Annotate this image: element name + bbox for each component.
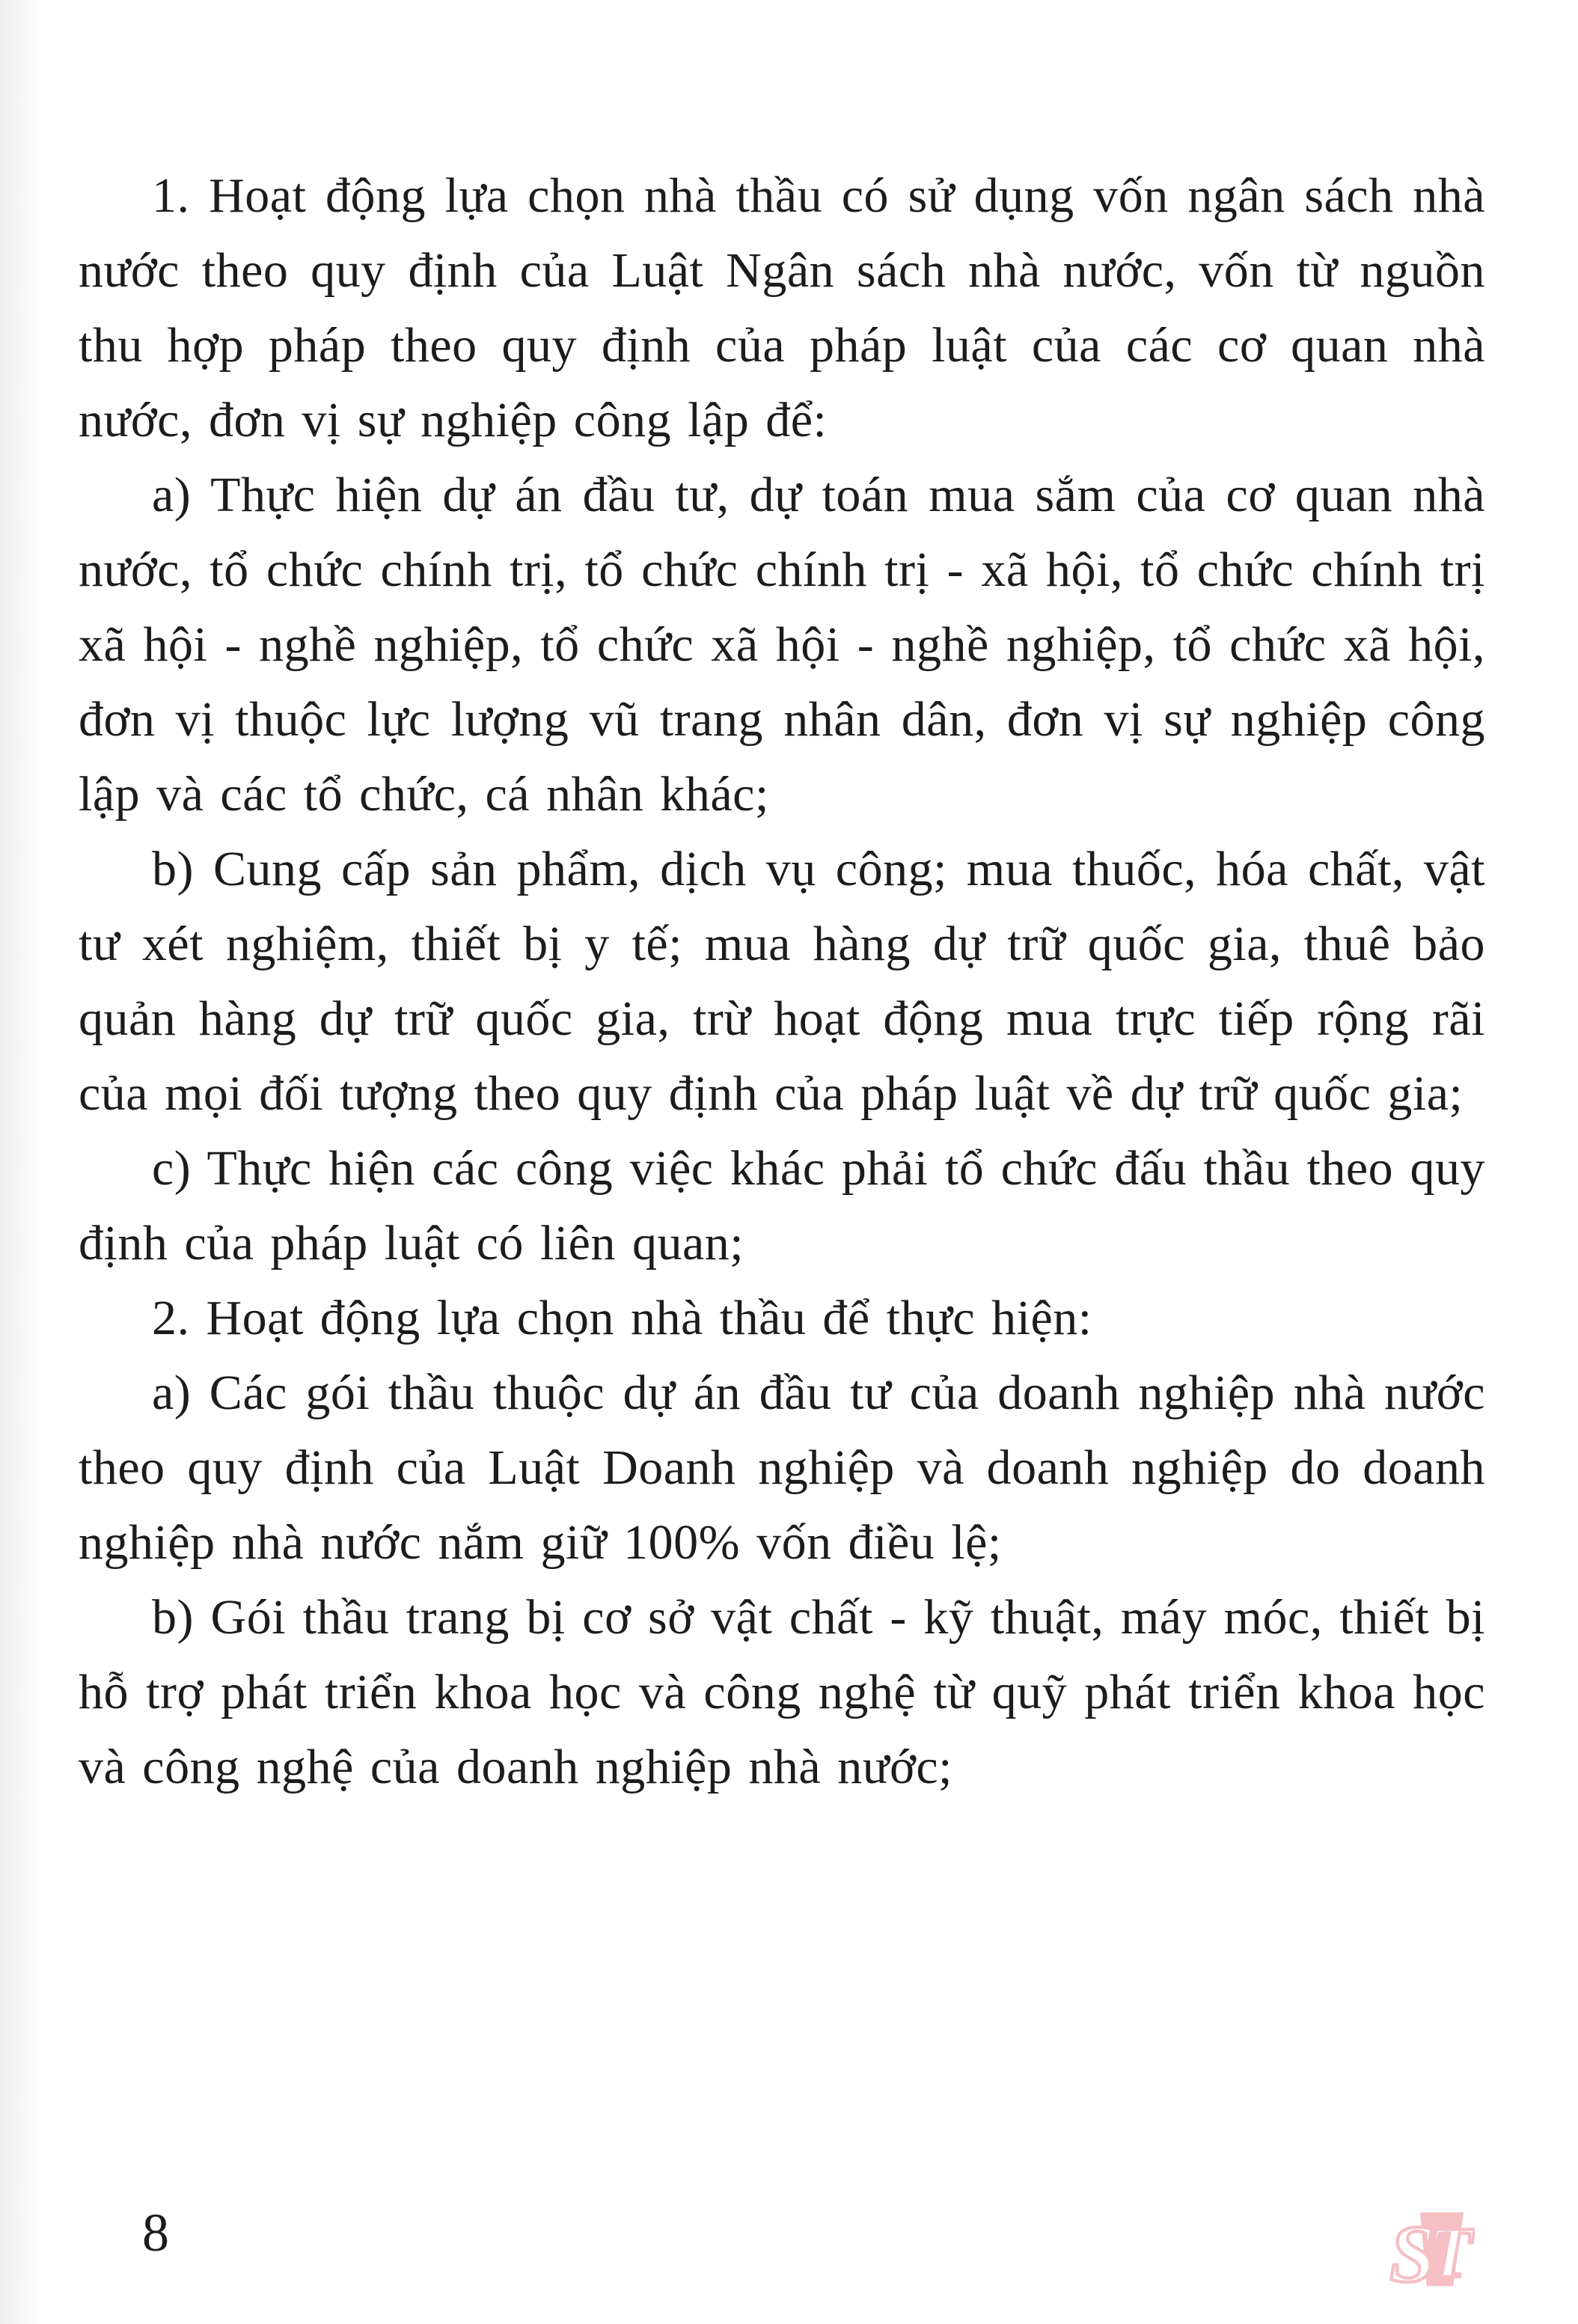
page-number: 8 [142,2203,169,2263]
paragraph-1b: b) Cung cấp sản phẩm, dịch vụ công; mua thuốc, hóa chất, vật tư xét nghiệm, thiết bị y tế; mua hàng dự trữ quốc gia, thuê bảo quản hàng dự trữ quốc gia, trừ hoạt động mua trực tiếp rộng rãi của mọi đối tượng theo quy định của pháp luật về dự trữ quốc gia; [79,842,1485,1121]
paragraph-1a: a) Thực hiện dự án đầu tư, dự toán mua sắm của cơ quan nhà nước, tổ chức chính trị, tổ chức chính trị - xã hội, tổ chức chính trị xã hội - nghề nghiệp, tổ chức xã hội - nghề nghiệp, tổ chức xã hội, đơn vị thuộc lực lượng vũ trang nhân dân, đơn vị sự nghiệp công lập và các tổ chức, cá nhân khác; [79,468,1485,822]
publisher-logo [1386,2204,1475,2293]
body-text [79,159,1485,1805]
paragraph-1: 1. Hoạt động lựa chọn nhà thầu có sử dụng vốn ngân sách nhà nước theo quy định của Luật Ngân sách nhà nước, vốn từ nguồn thu hợp pháp theo quy định của pháp luật của các cơ quan nhà nước, đơn vị sự nghiệp công lập để: [79,168,1485,447]
paragraph-2a: a) Các gói thầu thuộc dự án đầu tư của doanh nghiệp nhà nước theo quy định của Luật Doanh nghiệp và doanh nghiệp do doanh nghiệp nhà nước nắm giữ 100% vốn điều lệ; [79,1366,1485,1570]
paragraph-1c: c) Thực hiện các công việc khác phải tổ chức đấu thầu theo quy định của pháp luật có liên quan; [79,1141,1485,1270]
st-logo-icon [1386,2204,1475,2293]
logo-letter-s: S [1389,2208,1436,2293]
paragraph-2b: b) Gói thầu trang bị cơ sở vật chất - kỹ thuật, máy móc, thiết bị hỗ trợ phát triển khoa học và công nghệ từ quỹ phát triển khoa học và công nghệ của doanh nghiệp nhà nước; [79,1590,1485,1794]
paragraph-2: 2. Hoạt động lựa chọn nhà thầu để thực hiện: [152,1291,1092,1345]
logo-letter-t: T [1428,2212,1473,2293]
